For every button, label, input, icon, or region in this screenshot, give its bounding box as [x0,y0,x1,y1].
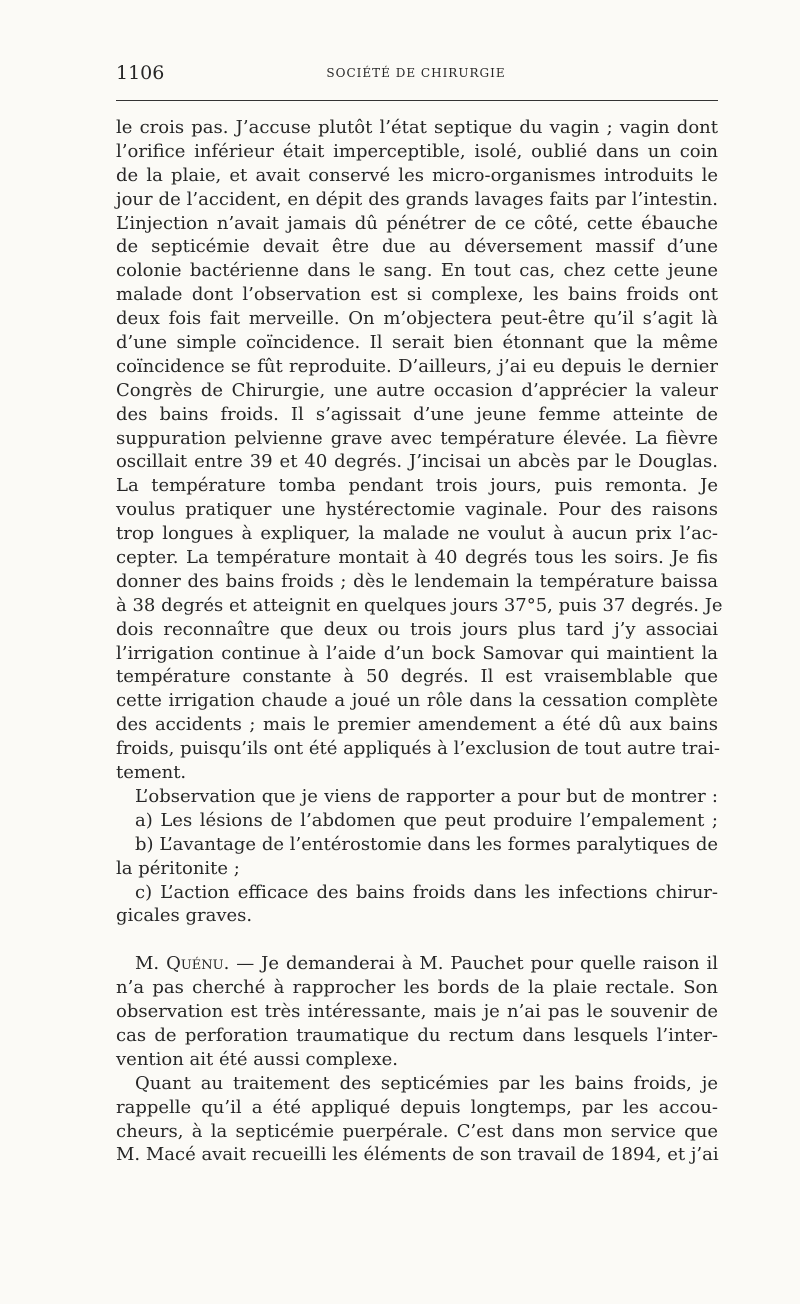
text-line: colonie bactérienne dans le sang. En tout cas, chez cette jeune [116,260,718,282]
text-line: suppuration pelvienne grave avec température élevée. La fièvre [116,427,718,449]
text-line [116,952,718,976]
header-rule [116,100,718,101]
text-line: c) L’action efficace des bains froids dans les infections chirur- [135,881,718,903]
page-number: 1106 [116,62,165,84]
text-line: de la plaie, et avait conservé les micro-organismes introduits le [116,164,718,186]
text-line: cas de perforation traumatique du rectum dans lesquels l’inter- [116,1024,718,1046]
text-line: froids, puisqu’ils ont été appliqués à l’exclusion de tout autre trai- [116,738,720,760]
text-line: dois reconnaître que deux ou trois jours plus tard j’y associai [116,618,718,640]
text-line: oscillait entre 39 et 40 degrés. J’incisai un abcès par le Douglas. [116,451,718,473]
text-line: L’observation que je viens de rapporter a pour but de montrer : [135,785,718,807]
text-line: La température tomba pendant trois jours, puis remonta. Je [116,475,718,497]
paragraph-4 [116,1072,718,1168]
text-line: température constante à 50 degrés. Il est vraisemblable que [116,666,718,688]
text-line: a) Les lésions de l’abdomen que peut produire l’empalement ; [135,809,718,831]
text-line: n’a pas cherché à rapprocher les bords de la plaie rectale. Son [116,977,718,999]
text-line: cette irrigation chaude a joué un rôle dans la cessation complète [116,690,718,712]
text-line: d’une simple coïncidence. Il serait bien étonnant que la même [116,332,718,354]
text-line: Congrès de Chirurgie, une autre occasion d’apprécier la valeur [116,379,718,401]
running-title: SOCIÉTÉ DE CHIRURGIE [326,66,506,80]
text-line: observation est très intéressante, mais je n’ai pas le souvenir de [116,1001,718,1023]
text-line: malade dont l’observation est si complexe, les bains froids ont [116,284,718,306]
paragraph-3 [116,952,718,1071]
text-line: le crois pas. J’accuse plutôt l’état septique du vagin ; vagin dont [116,117,718,138]
text-line: cheurs, à la septicémie puerpérale. C’est dans mon service que [116,1120,718,1142]
page-header [116,62,716,88]
text-line: b) L’avantage de l’entérostomie dans les formes paralytiques de [135,833,718,855]
text-line: gicales graves. [116,905,253,927]
text-line: de septicémie devait être due au déversement massif d’une [116,236,718,258]
text-line: M. Macé avait recueilli les éléments de son travail de 1894, et j’ai [116,1144,719,1166]
speaker-text: . — Je demanderai à M. Pauchet pour quelle raison il [223,953,719,975]
text-line: l’orifice inférieur était imperceptible, isolé, oublié dans un coin [116,140,718,162]
text-line: donner des bains froids ; dès le lendemain la température baissa [116,570,718,592]
text-line: L’injection n’avait jamais dû pénétrer de ce côté, cette ébauche [116,212,718,234]
text-line: voulus pratiquer une hystérectomie vaginale. Pour des raisons [116,499,718,521]
text-line: des accidents ; mais le premier amendement a été dû aux bains [116,714,718,736]
paragraph-1 [116,116,723,785]
text-line: Quant au traitement des septicémies par les bains froids, je [135,1072,718,1094]
text-line: rappelle qu’il a été appliqué depuis longtemps, par les accou- [116,1096,718,1118]
text-line: vention ait été aussi complexe. [116,1048,398,1070]
text-line: jour de l’accident, en dépit des grands lavages faits par l’intestin. [116,188,718,210]
text-line: trop longues à expliquer, la malade ne voulut à aucun prix l’ac- [116,523,718,545]
text-line: l’irrigation continue à l’aide d’un bock Samovar qui maintient la [116,642,718,664]
text-line: des bains froids. Il s’agissait d’une jeune femme atteinte de [116,403,718,425]
text-line: deux fois fait merveille. On m’objectera peut-être qu’il s’agit là [116,308,718,330]
paragraph-2 [116,785,718,928]
paragraph-gap [116,928,718,952]
text-line: tement. [116,762,187,784]
speaker-prefix: M. [135,953,167,975]
body-text [116,116,723,1167]
text-line: cepter. La température montait à 40 degrés tous les soirs. Je fis [116,547,718,569]
text-line: la péritonite ; [116,857,240,879]
text-line: à 38 degrés et atteignit en quelques jours 37°5, puis 37 degrés. Je [116,594,723,616]
text-line: coïncidence se fût reproduite. D’ailleurs, j’ai eu depuis le dernier [116,355,718,377]
speaker-name: Quénu [166,953,224,975]
